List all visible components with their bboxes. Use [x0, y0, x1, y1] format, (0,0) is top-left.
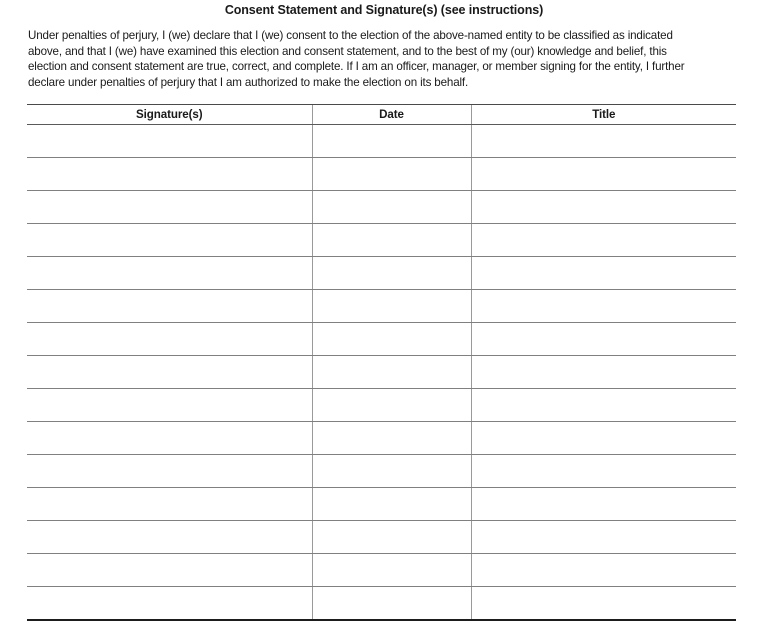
table-row[interactable]: [27, 554, 736, 587]
table-row[interactable]: [27, 455, 736, 488]
signature-cell-title[interactable]: [471, 455, 736, 488]
signature-cell-title[interactable]: [471, 224, 736, 257]
signature-table: [27, 104, 736, 621]
table-row[interactable]: [27, 257, 736, 290]
table-row[interactable]: [27, 125, 736, 158]
table-row[interactable]: [27, 389, 736, 422]
signature-cell-signature[interactable]: [27, 488, 312, 521]
signature-table-header: [27, 105, 736, 125]
signature-cell-signature[interactable]: [27, 455, 312, 488]
table-row[interactable]: [27, 521, 736, 554]
signature-cell-title[interactable]: [471, 356, 736, 389]
signature-cell-title[interactable]: [471, 521, 736, 554]
declaration-line: election and consent statement are true, correct, and complete. If I am an officer, manager, or member signing for the entity, I further: [28, 60, 685, 74]
signature-cell-signature[interactable]: [27, 389, 312, 422]
signature-cell-title[interactable]: [471, 488, 736, 521]
signature-cell-date[interactable]: [312, 125, 471, 158]
table-row[interactable]: [27, 488, 736, 521]
signature-cell-title[interactable]: [471, 290, 736, 323]
signature-cell-date[interactable]: [312, 257, 471, 290]
signature-cell-title[interactable]: [471, 389, 736, 422]
signature-cell-signature[interactable]: [27, 422, 312, 455]
signature-cell-title[interactable]: [471, 587, 736, 621]
signature-cell-date[interactable]: [312, 356, 471, 389]
signature-table-body: [27, 125, 736, 621]
page-title: Consent Statement and Signature(s) (see instructions): [224, 3, 544, 17]
signature-cell-signature[interactable]: [27, 356, 312, 389]
column-header-date: Date: [312, 105, 471, 125]
signature-cell-signature[interactable]: [27, 158, 312, 191]
signature-cell-date[interactable]: [312, 422, 471, 455]
signature-cell-signature[interactable]: [27, 587, 312, 621]
table-row[interactable]: [27, 191, 736, 224]
signature-cell-signature[interactable]: [27, 191, 312, 224]
signature-cell-signature[interactable]: [27, 521, 312, 554]
signature-cell-signature[interactable]: [27, 257, 312, 290]
signature-cell-title[interactable]: [471, 257, 736, 290]
signature-cell-title[interactable]: [471, 158, 736, 191]
declaration-line: Under penalties of perjury, I (we) declare that I (we) consent to the election of the above-named entity to be classified as indicated: [28, 29, 673, 42]
table-row[interactable]: [27, 224, 736, 257]
signature-cell-date[interactable]: [312, 191, 471, 224]
declaration-line: declare under penalties of perjury that I am authorized to make the election on its behalf.: [28, 75, 469, 89]
table-row[interactable]: [27, 323, 736, 356]
signature-cell-date[interactable]: [312, 488, 471, 521]
signature-cell-date[interactable]: [312, 224, 471, 257]
column-header-title: Title: [471, 105, 736, 125]
signature-cell-date[interactable]: [312, 158, 471, 191]
signature-cell-signature[interactable]: [27, 290, 312, 323]
signature-cell-title[interactable]: [471, 323, 736, 356]
table-header-row: [27, 105, 736, 125]
table-row[interactable]: [27, 356, 736, 389]
signature-cell-date[interactable]: [312, 323, 471, 356]
signature-cell-title[interactable]: [471, 125, 736, 158]
declaration-line: above, and that I (we) have examined this election and consent statement, and to the best of my (our) knowledge and belief, this: [28, 44, 667, 58]
signature-cell-signature[interactable]: [27, 323, 312, 356]
signature-cell-signature[interactable]: [27, 224, 312, 257]
signature-cell-date[interactable]: [312, 389, 471, 422]
table-row[interactable]: [27, 587, 736, 621]
table-row[interactable]: [27, 290, 736, 323]
signature-cell-signature[interactable]: [27, 125, 312, 158]
consent-declaration-paragraph: [28, 28, 736, 90]
table-row[interactable]: [27, 158, 736, 191]
signature-cell-title[interactable]: [471, 554, 736, 587]
signature-cell-title[interactable]: [471, 422, 736, 455]
signature-cell-date[interactable]: [312, 587, 471, 621]
signature-cell-date[interactable]: [312, 290, 471, 323]
signature-cell-signature[interactable]: [27, 554, 312, 587]
column-header-signature: Signature(s): [27, 105, 312, 125]
table-row[interactable]: [27, 422, 736, 455]
signature-cell-date[interactable]: [312, 521, 471, 554]
signature-cell-date[interactable]: [312, 554, 471, 587]
signature-cell-title[interactable]: [471, 191, 736, 224]
signature-cell-date[interactable]: [312, 455, 471, 488]
